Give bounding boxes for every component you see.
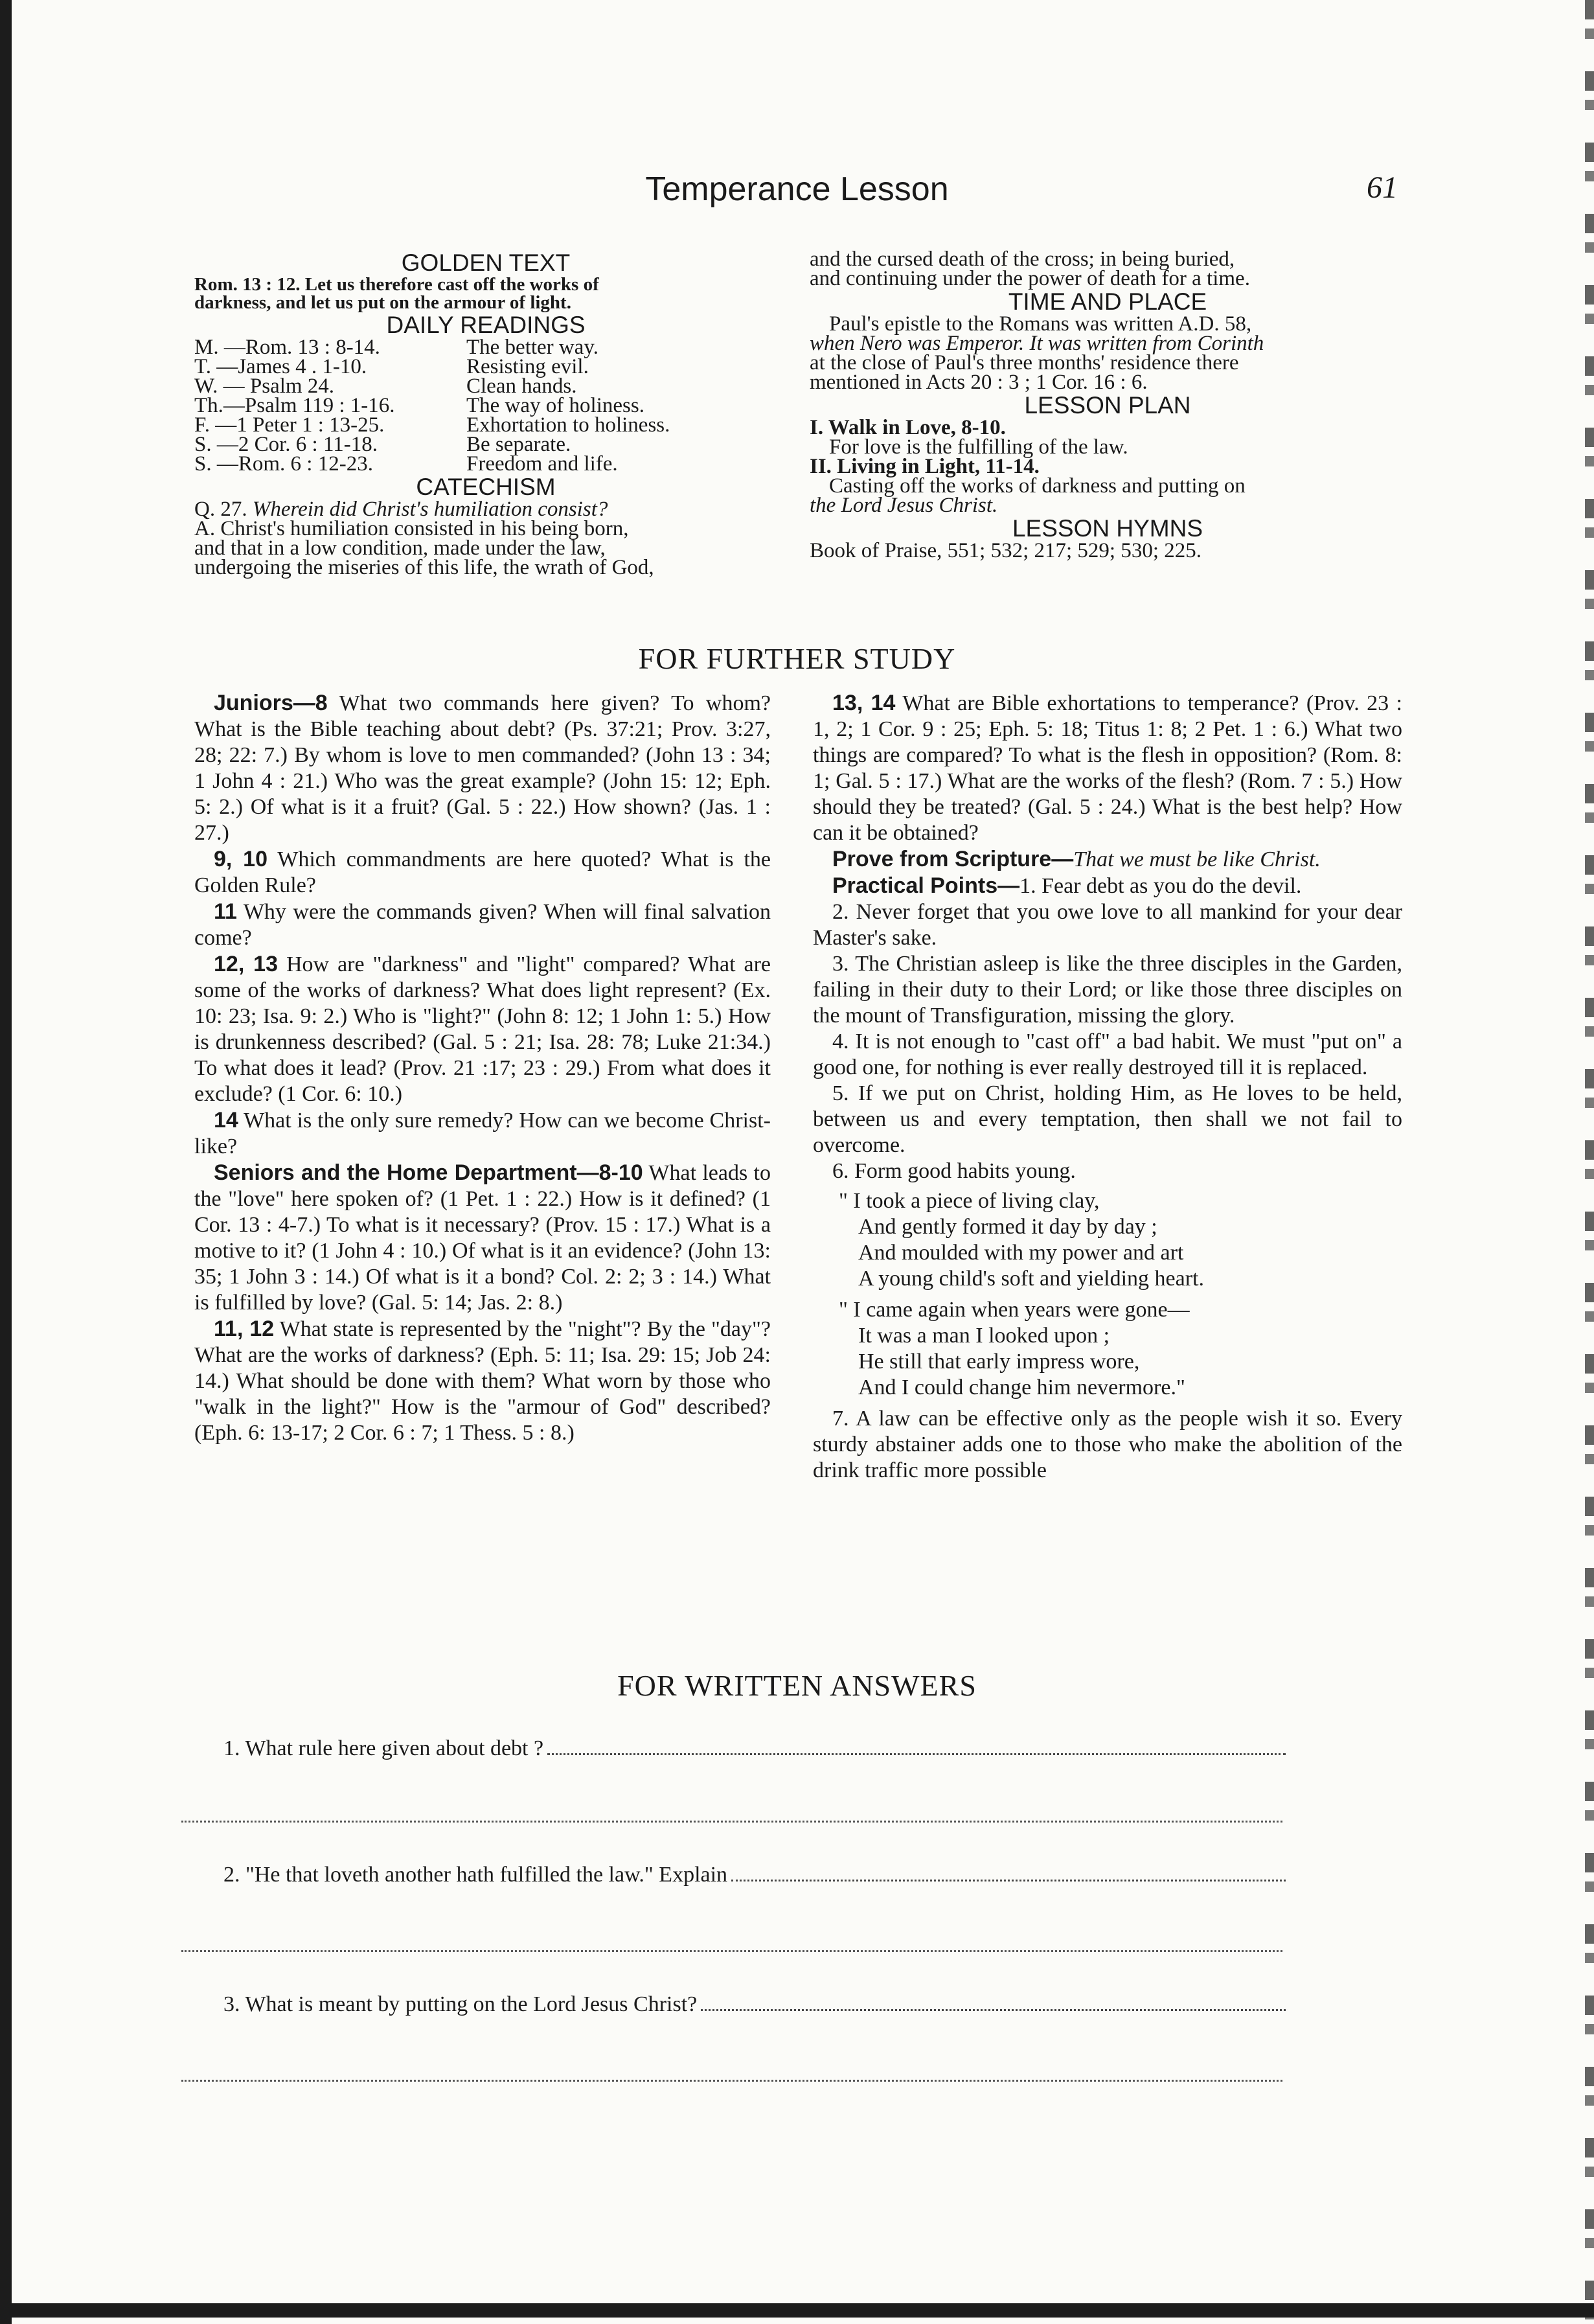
reading-row: T. —James 4 . 1-10. Resisting evil. [194, 355, 589, 378]
daily-readings-list [194, 338, 777, 474]
study-question: 11 Why were the commands given? When will final salvation come? [194, 899, 771, 950]
reading-row: S. —Rom. 6 : 12-23. Freedom and life. [194, 452, 618, 476]
written-question-3: 3. What is meant by putting on the Lord Jesus Christ? [223, 1992, 1286, 2017]
reading-row: W. — Psalm 24. Clean hands. [194, 374, 577, 398]
written-question-1: 1. What rule here given about debt ? [223, 1736, 1286, 1761]
page-header [0, 170, 1594, 215]
prove-from-scripture: Prove from Scripture—That we must be like Christ. [832, 847, 1321, 871]
study-question: 13, 14 What are Bible exhortations to temperance? (Prov. 23 : 1, 2; 1 Cor. 9 : 25; Eph. 5: 18; Titus 1: 8; 2 Pet. 1 : 6.) What two things are compared? To what is the flesh in opposition? (Rom. 8: 1; Gal. 5 : 17.) What are the works of the flesh? (Rom. 7 : 5.) How should they be treated? (Gal. 5 : 24.) What is the best help? How can it be obtained? [813, 691, 1402, 845]
catechism-question: Q. 27. Wherein did Christ's humiliation consist? [194, 498, 608, 521]
reading-row: Th.—Psalm 119 : 1-16. The way of holiness. [194, 394, 644, 417]
study-question: 11, 12 What state is represented by the "night"? By the "day"? What are the works of darkness? (Eph. 5: 11; Isa. 29: 15; Job 24: 14.) What should be done with them? What worn by those who "walk in the light?" How is the "armour of God" described? (Eph. 6: 13-17; 2 Cor. 6 : 7; 1 Thess. 5 : 8.) [194, 1317, 771, 1445]
right-page-edge [1585, 0, 1594, 2324]
bottom-border-rule [0, 2303, 1594, 2318]
written-answers-heading: FOR WRITTEN ANSWERS [617, 1669, 977, 1702]
golden-text-ref: Rom. 13 : 12. [194, 274, 301, 295]
lesson-hymns-text: Book of Praise, 551; 532; 217; 529; 530; 225. [810, 539, 1201, 562]
lesson-plan-item: I. Walk in Love, 8-10. For love is the fulfilling of the law. [810, 416, 1128, 459]
left-border-rule [0, 0, 12, 2324]
catechism-answer: A. Christ's humiliation consisted in his being born, and that in a low condition, made under the law, undergoing the miseries of this life, the wrath of God, [194, 517, 654, 579]
answer-line[interactable] [181, 1950, 1282, 1952]
study-question: Seniors and the Home Department—8-10 What leads to the "love" here spoken of? (1 Pet. 1 : 22.) How is it defined? (1 Cor. 13 : 4-7.) To what is it necessary? (Prov. 15 : 17.) What is a motive to it? (1 John 4 : 10.) Of what is it an evidence? (John 13: 35; 1 John 3 : 14.) Of what is it a bond? Col. 2: 2; 3 : 14.) What is fulfilled by love? (Gal. 5: 14; Jas. 2: 8.) [194, 1160, 771, 1315]
reading-row: M. —Rom. 13 : 8-14. The better way. [194, 336, 599, 359]
practical-point: 4. It is not enough to "cast off" a bad habit. We must "put on" a good one, for nothing is ever really destroyed till it is replaced. [813, 1030, 1402, 1079]
left-top-column [194, 249, 777, 577]
page-title: Temperance Lesson [645, 170, 949, 208]
right-top-column [810, 249, 1406, 560]
further-study-heading: FOR FURTHER STUDY [638, 642, 956, 675]
poem-stanza-1: " I took a piece of living clay, And gently formed it day by day ; And moulded with my power and art A young child's soft and yielding heart. [839, 1189, 1204, 1291]
answer-line[interactable] [731, 1868, 1286, 1881]
reading-row: S. —2 Cor. 6 : 11-18. Be separate. [194, 433, 571, 456]
reading-row: F. —1 Peter 1 : 13-25. Exhortation to holiness. [194, 413, 670, 437]
lesson-plan-heading: LESSON PLAN [1024, 392, 1191, 419]
golden-text-line2: darkness, and let us put on the armour of light. [194, 292, 571, 313]
written-question-2: 2. "He that loveth another hath fulfilled the law." Explain [223, 1863, 1286, 1887]
study-question: 12, 13 How are "darkness" and "light" compared? What are some of the works of darkness? What does light represent? (Ex. 10: 23; Isa. 9: 2.) Who is "light?" (John 8: 12; 1 John 1: 5.) How is drunkenness described? (Gal. 5 : 21; Isa. 28: 78; Luke 21:34.) To what does it lead? (Prov. 21 :17; 23 : 29.) From what does it exclude? (1 Cor. 6: 10.) [194, 952, 771, 1106]
lesson-plan-item: II. Living in Light, 11-14. Casting off the works of darkness and putting on the Lord Jesus Christ. [810, 455, 1246, 517]
practical-point: 7. A law can be effective only as the people wish it so. Every sturdy abstainer adds one to those who make the abolition of the drink traffic more possible [813, 1407, 1402, 1482]
study-question: 9, 10 Which commandments are here quoted? What is the Golden Rule? [194, 847, 771, 897]
daily-readings-heading: DAILY READINGS [386, 312, 586, 338]
page-number: 61 [1367, 170, 1398, 205]
poem-stanza-2: " I came again when years were gone— It was a man I looked upon ; He still that early impress wore, And I could change him nevermore." [839, 1298, 1190, 1399]
answer-line[interactable] [181, 2080, 1282, 2082]
golden-text-line1: Let us therefore cast off the works of [304, 274, 599, 295]
study-question: Juniors—8 What two commands here given? To whom? What is the Bible teaching about debt? (Ps. 37:21; Prov. 3:27, 28; 22: 7.) By whom is love to men commanded? (John 13 : 34; 1 John 4 : 21.) Who was the great example? (John 15: 12; Eph. 5: 2.) Of what is it a fruit? (Gal. 5 : 22.) How shown? (Jas. 1 : 27.) [194, 691, 771, 845]
study-question: 14 What is the only sure remedy? How can we become Christ-like? [194, 1108, 771, 1158]
answer-line[interactable] [181, 1821, 1282, 1823]
catechism-continuation: and the cursed death of the cross; in being buried, and continuing under the power of death for a time. [810, 247, 1250, 290]
practical-point: 2. Never forget that you owe love to all mankind for your dear Master's sake. [813, 900, 1402, 950]
lesson-hymns-heading: LESSON HYMNS [1012, 515, 1203, 542]
practical-point: 3. The Christian asleep is like the three disciples in the Garden, failing in their duty to their Lord; or like those three disciples on the mount of Transfiguration, missing the glory. [813, 952, 1402, 1028]
time-place-text: Paul's epistle to the Romans was written A.D. 58, when Nero was Emperor. It was written from Corinth at the close of Paul's three months' residence there mentioned in Acts 20 : 3 ; 1 Cor. 16 : 6. [810, 312, 1264, 394]
practical-point: 5. If we put on Christ, holding Him, as He loves to be held, between us and every temptation, then shall we not fail to overcome. [813, 1081, 1402, 1157]
golden-text-heading: GOLDEN TEXT [401, 249, 571, 276]
time-place-heading: TIME AND PLACE [1008, 288, 1207, 315]
answer-line[interactable] [547, 1742, 1286, 1755]
golden-text [194, 275, 777, 312]
answer-line[interactable] [701, 1997, 1286, 2011]
catechism-heading: CATECHISM [416, 474, 556, 500]
further-study-left-column [194, 690, 771, 1446]
further-study-right-column [813, 690, 1402, 1484]
practical-point: 6. Form good habits young. [832, 1159, 1076, 1183]
practical-point: Practical Points—1. Fear debt as you do the devil. [832, 873, 1302, 898]
